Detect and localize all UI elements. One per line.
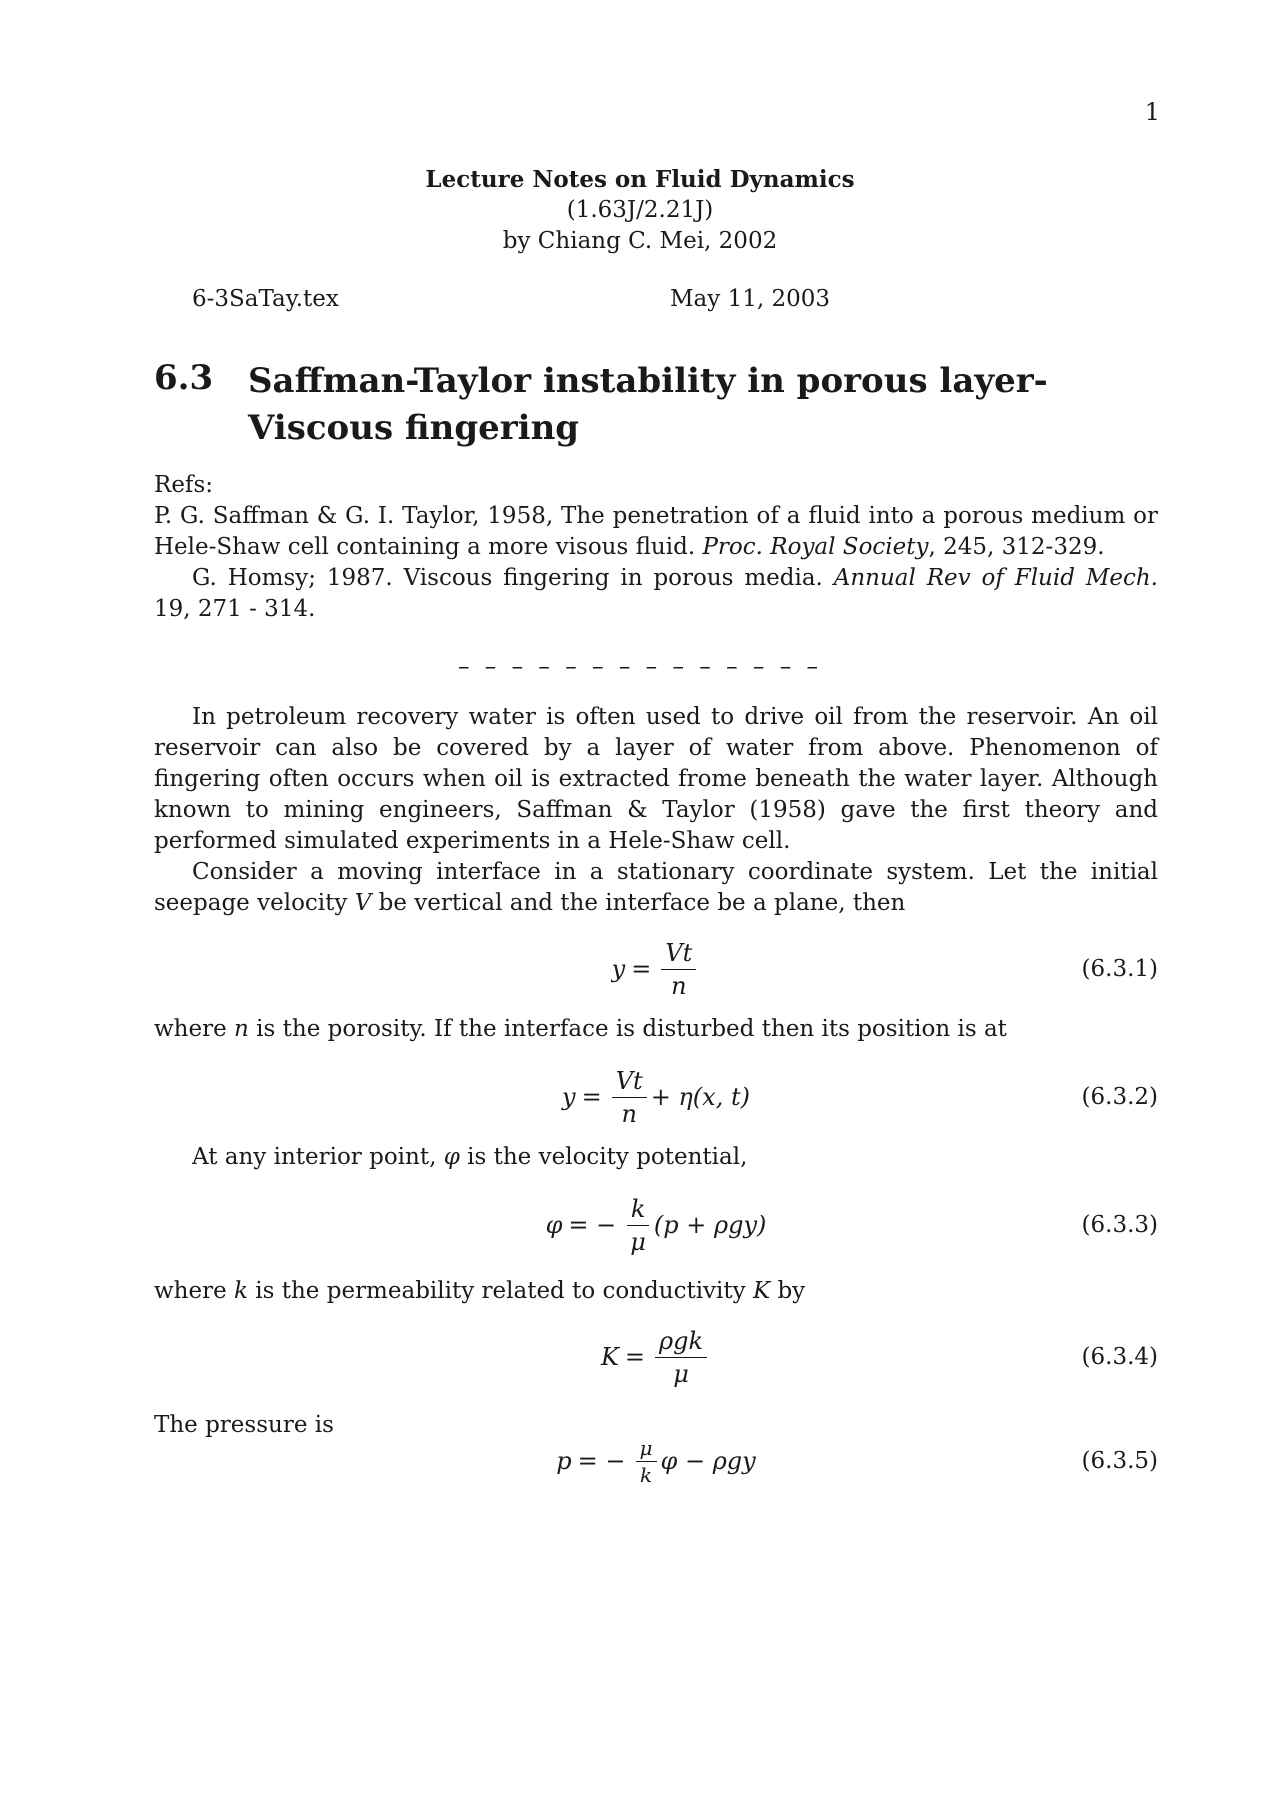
ref2-tail: 19, 271 - 314. (154, 596, 316, 622)
eq2-lhs: y (562, 1083, 576, 1111)
paragraph-pressure: The pressure is (154, 1412, 334, 1438)
where2-var2: K (752, 1278, 771, 1304)
ref1-tail: , 245, 312-329. (928, 534, 1105, 560)
eq4-equals: = (624, 1343, 646, 1371)
equation-6-3-2 (154, 1062, 1158, 1132)
where2-var: k (234, 1278, 248, 1304)
refs-label: Refs: (154, 472, 213, 498)
eq1-equals: = (631, 955, 652, 983)
equation-6-3-1 (154, 934, 1158, 1004)
equation-6-3-5 (154, 1426, 1158, 1496)
eq4-fraction (655, 1327, 707, 1388)
where2-b: is the permeability related to conductivity (247, 1278, 753, 1304)
eq3-lhs: φ (545, 1211, 563, 1239)
eq2-number: (6.3.2) (1081, 1084, 1158, 1110)
eq5-equals: = − (577, 1447, 626, 1475)
section-number: 6.3 (154, 358, 214, 398)
eq2-denominator: n (621, 1099, 637, 1128)
where2-c: by (770, 1278, 806, 1304)
eq5-number: (6.3.5) (1081, 1448, 1158, 1474)
notes-title: Lecture Notes on Fluid Dynamics (425, 166, 855, 193)
eq3-equals: = − (568, 1211, 617, 1239)
eq5-lhs: p (556, 1447, 572, 1475)
eq1-fraction (661, 939, 696, 1000)
eq3-numerator: k (627, 1195, 650, 1226)
file-date: May 11, 2003 (670, 286, 830, 312)
ref2-text: G. Homsy; 1987. Viscous fingering in porous media. (192, 565, 834, 591)
eq5-fraction (636, 1437, 657, 1486)
eq3-rest: (p + ρgy) (653, 1211, 767, 1239)
eq2-fraction (612, 1067, 647, 1128)
eq2-numerator: Vt (612, 1067, 647, 1098)
ref1-journal: Proc. Royal Society (702, 534, 929, 560)
eq4-numerator: ρgk (655, 1327, 707, 1358)
p2-text-b: be vertical and the interface be a plane, then (371, 890, 906, 916)
reference-saffman-taylor (154, 501, 1158, 563)
eq1-denominator: n (671, 971, 687, 1000)
eq4-lhs: K (600, 1343, 619, 1371)
section-title: Saffman-Taylor instability in porous layer- Viscous fingering (248, 361, 1048, 448)
paragraph-intro: In petroleum recovery water is often used to drive oil from the reservoir. An oil reservoir can also be covered by a layer of water from above. Phenomenon of fingering often occurs when oil is extracted frome beneath the water layer. Although known to mining engineers, Saffman & Taylor (1958) gave the first theory and performed simulated experiments in a Hele-Shaw cell. (154, 704, 1158, 854)
eq4-number: (6.3.4) (1081, 1344, 1158, 1370)
file-id: 6-3SaTay.tex (192, 286, 339, 312)
paragraph-interface (154, 857, 1158, 919)
where2-a: where (154, 1278, 235, 1304)
eq5-rest: φ − ρgy (660, 1447, 756, 1475)
eq5-numerator: μ (636, 1437, 657, 1462)
where1-a: where (154, 1016, 235, 1042)
separator-dashes: – – – – – – – – – – – – – – (457, 654, 823, 680)
eq3-number: (6.3.3) (1081, 1212, 1158, 1238)
eq5-denominator: k (639, 1462, 653, 1487)
where1-var: n (234, 1016, 249, 1042)
eq4-denominator: μ (673, 1359, 689, 1388)
paragraph-permeability (154, 1276, 1158, 1307)
atany-a: At any interior point, (192, 1144, 444, 1170)
ref1-text: P. G. Saffman & G. I. Taylor, 1958, The penetration of a fluid into a porous medium or Hele-Shaw cell containing a more visous fluid. (154, 503, 1158, 560)
author-line: by Chiang C. Mei, 2002 (502, 228, 778, 254)
paragraph-porosity (154, 1014, 1158, 1045)
atany-var: φ (443, 1144, 460, 1170)
eq3-denominator: μ (630, 1227, 646, 1256)
eq1-numerator: Vt (661, 939, 696, 970)
reference-homsy (154, 563, 1158, 625)
course-code: (1.63J/2.21J) (566, 197, 714, 223)
where1-b: is the porosity. If the interface is disturbed then its position is at (248, 1016, 1007, 1042)
page-number: 1 (1144, 98, 1160, 126)
eq1-lhs: y (611, 955, 626, 983)
eq3-fraction (626, 1195, 650, 1256)
atany-b: is the velocity potential, (459, 1144, 748, 1170)
eq2-equals: = (581, 1083, 602, 1111)
eq1-number: (6.3.1) (1081, 956, 1158, 982)
eq2-rest: + η(x, t) (650, 1083, 750, 1111)
p2-text-a: Consider a moving interface in a stationary coordinate system. Let the initial seepage velocity (154, 859, 1158, 916)
paragraph-velocity-potential (154, 1142, 1158, 1173)
equation-6-3-4 (154, 1322, 1158, 1392)
p2-var: V (354, 890, 372, 916)
equation-6-3-3 (154, 1190, 1158, 1260)
ref2-journal: Annual Rev of Fluid Mech. (833, 565, 1158, 591)
